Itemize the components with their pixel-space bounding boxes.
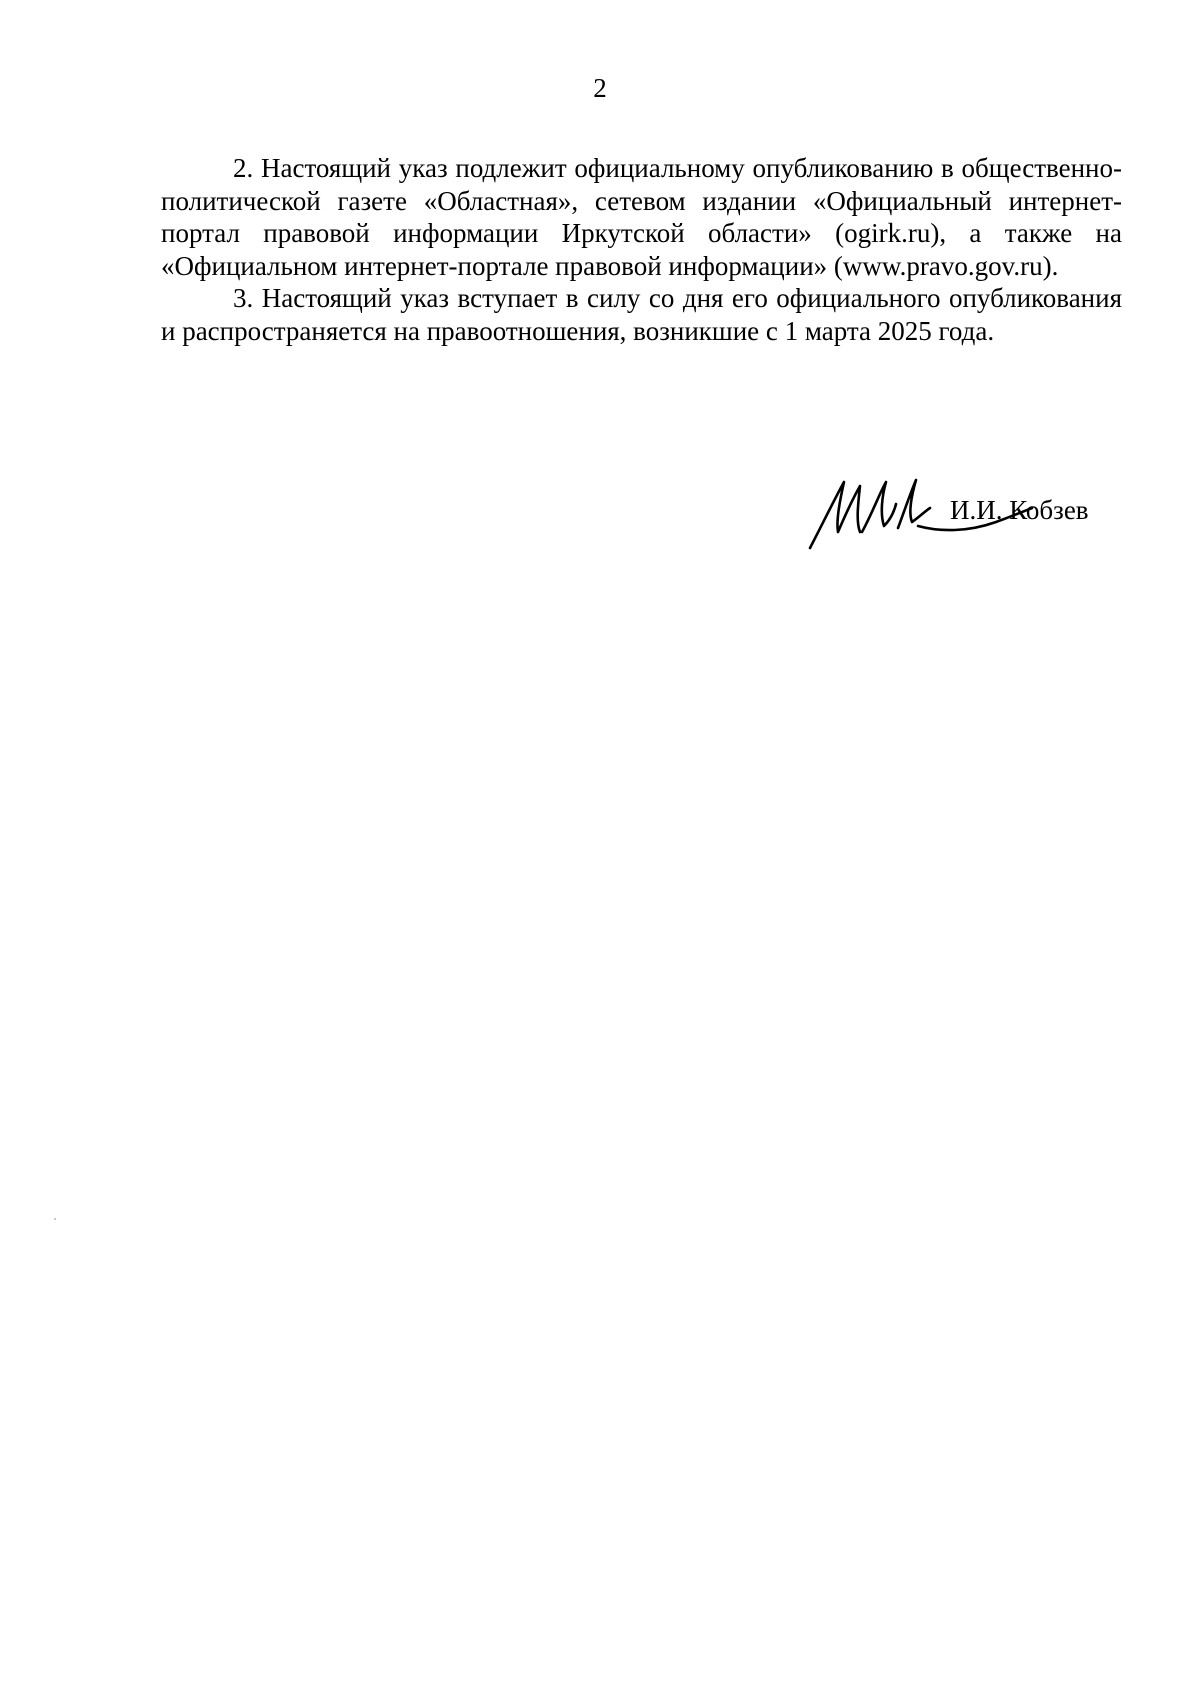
- document-body: [161, 152, 1122, 347]
- page-number: 2: [593, 73, 607, 103]
- paragraph-publication: 2. Настоящий указ подлежит официальному опубликованию в общественно-политической газете «Областная», сетевом издании «Официальный интернет-портал правовой информации Иркутской области» (ogirk.ru), а также на «Официальном интернет-портале правовой информации» (www.pravo.gov.ru).: [161, 153, 1122, 281]
- paragraph-effective-date: 3. Настоящий указ вступает в силу со дня его официального опубликования и распространяется на правоотношения, возникшие с 1 марта 2025 года.: [161, 283, 1122, 346]
- signer-name: И.И. Кобзев: [950, 495, 1089, 525]
- scan-artifact: [54, 1218, 56, 1220]
- signature-block: [800, 470, 1140, 550]
